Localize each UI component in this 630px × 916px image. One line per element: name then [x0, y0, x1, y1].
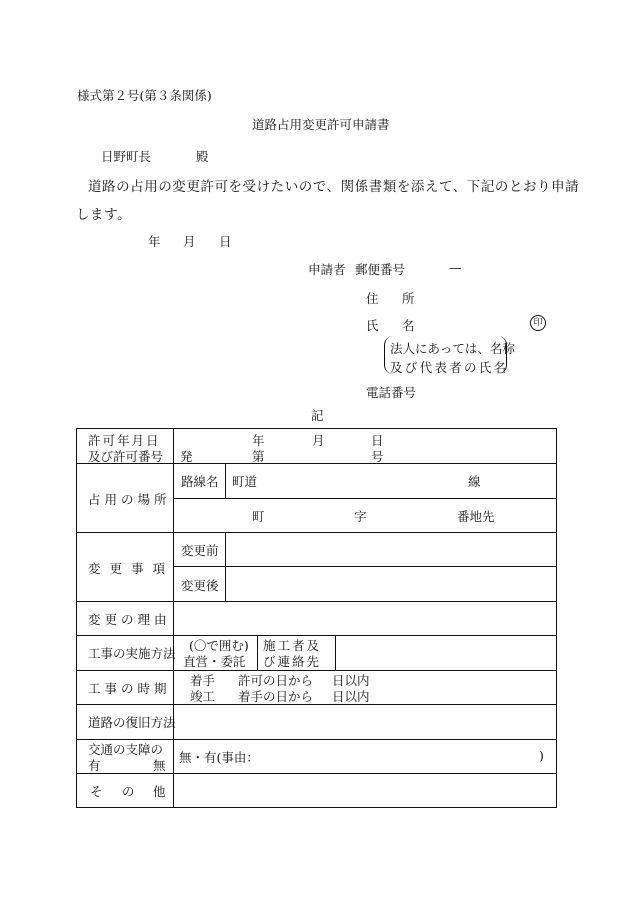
end-label: 竣工 — [190, 689, 216, 704]
permit-year: 年 — [252, 433, 265, 448]
place-label: 占用の場所 — [88, 492, 171, 507]
start-text: 許可の日から — [238, 673, 314, 688]
place-banchi: 番地先 — [457, 509, 495, 524]
change-inner-divider — [173, 566, 556, 567]
place-machi: 町 — [252, 509, 265, 524]
addressee-suffix: 殿 — [196, 149, 209, 164]
date-year: 年 — [148, 234, 161, 249]
row-divider — [77, 532, 556, 533]
applicant-label: 申請者 — [308, 262, 346, 277]
postal-dash: — — [449, 260, 462, 275]
phone-label: 電話番号 — [366, 385, 417, 400]
start-suffix: 日以内 — [332, 673, 370, 688]
permit-label-2: 及び許可番号 — [88, 449, 164, 464]
permit-go: 号 — [371, 449, 384, 464]
restore-label: 道路の復旧方法 — [88, 715, 176, 730]
change-after-label: 変更後 — [181, 578, 219, 593]
row-divider — [77, 670, 556, 671]
other-label-3: 他 — [153, 784, 166, 799]
change-before-label: 変更前 — [181, 543, 219, 558]
form-number: 様式第２号(第３条関係) — [77, 88, 212, 103]
contractor-label-1: 施工者及 — [263, 638, 322, 653]
date-day: 日 — [219, 234, 232, 249]
contractor-divider — [335, 635, 336, 670]
traffic-close-paren: ) — [539, 748, 544, 763]
seal-mark: 印 — [530, 315, 546, 331]
document-title: 道路占用変更許可申請書 — [252, 117, 390, 132]
route-label-divider — [225, 463, 226, 498]
permit-month: 月 — [312, 433, 325, 448]
method-divider — [257, 635, 258, 670]
name-label-1: 氏 — [366, 318, 379, 333]
address-label-1: 住 — [366, 291, 379, 306]
place-aza: 字 — [354, 509, 367, 524]
name-label-2: 名 — [402, 318, 415, 333]
permit-label-1: 許可年月日 — [88, 433, 161, 448]
body-text-line1: 道路の占用の変更許可を受けたいので、関係書類を添えて、下記のとおり申請 — [88, 179, 580, 195]
route-label: 路線名 — [181, 474, 219, 489]
ki-heading: 記 — [311, 408, 324, 423]
route-town-road: 町道 — [232, 474, 258, 489]
method-note: (〇で囲む) — [189, 638, 249, 653]
end-suffix: 日以内 — [332, 689, 370, 704]
date-month: 月 — [183, 234, 196, 249]
place-inner-divider — [173, 498, 556, 499]
body-text-line2: します。 — [76, 207, 132, 223]
postal-label: 郵便番号 — [355, 262, 406, 277]
permit-day: 日 — [371, 433, 384, 448]
row-divider — [77, 601, 556, 602]
traffic-label-1: 交通の支障の — [88, 742, 164, 757]
addressee: 日野町長 — [101, 149, 152, 164]
permit-hatsu: 発 — [180, 449, 193, 464]
start-label: 着手 — [190, 673, 216, 688]
change-label-divider — [225, 532, 226, 601]
application-table — [76, 428, 557, 808]
corporation-note-1: 法人にあっては、名称 — [390, 341, 515, 356]
period-label: 工事の時期 — [88, 681, 171, 696]
corporation-note-2: 及び代表者の氏名 — [390, 360, 509, 375]
contractor-label-2: び連絡先 — [263, 654, 322, 669]
route-line-suffix: 線 — [468, 474, 481, 489]
traffic-value: 無・有(事由： — [179, 750, 259, 765]
reason-label: 変更の理由 — [88, 612, 171, 627]
traffic-label-2b: 無 — [153, 758, 166, 773]
address-label-2: 所 — [402, 291, 415, 306]
row-divider — [77, 704, 556, 705]
method-label: 工事の実施方法 — [88, 646, 176, 661]
method-options: 直営・委託 — [183, 654, 246, 669]
permit-dai: 第 — [252, 449, 265, 464]
row-divider — [77, 773, 556, 774]
change-label: 変更事項 — [88, 561, 175, 576]
traffic-label-2a: 有 — [88, 758, 101, 773]
end-text: 着手の日から — [238, 689, 314, 704]
label-column-divider — [173, 429, 174, 807]
other-label-1: そ — [90, 784, 103, 799]
other-label-2: の — [122, 784, 135, 799]
